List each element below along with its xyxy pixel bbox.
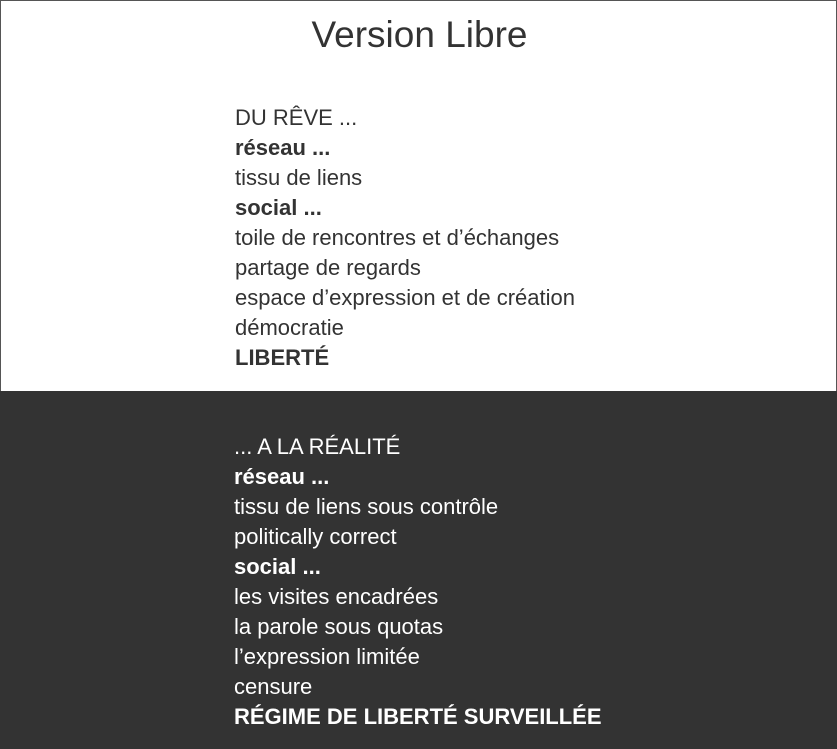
dream-line: espace d’expression et de création [235,285,575,310]
reality-list [234,432,602,732]
reality-line: censure [234,674,313,699]
dream-line: social ... [235,195,322,220]
dream-line: partage de regards [235,255,421,280]
dream-line: toile de rencontres et d’échanges [235,225,560,250]
dream-line: démocratie [235,315,344,340]
reality-line: social ... [234,554,321,579]
dream-line: LIBERTÉ [235,345,330,370]
page-title: Version Libre [311,14,528,55]
reality-line: politically correct [234,524,397,549]
dream-heading: DU RÊVE ... [235,105,358,130]
reality-line: tissu de liens sous contrôle [234,494,499,519]
reality-section [0,391,837,749]
reality-line: la parole sous quotas [234,614,444,639]
reality-line: RÉGIME DE LIBERTÉ SURVEILLÉE [234,704,602,729]
reality-line: les visites encadrées [234,584,439,609]
reality-line: réseau ... [234,464,330,489]
dream-line: réseau ... [235,135,331,160]
dream-list [235,103,575,373]
reality-heading: ... A LA RÉALITÉ [234,434,401,459]
dream-line: tissu de liens [235,165,363,190]
reality-line: l’expression limitée [234,644,420,669]
